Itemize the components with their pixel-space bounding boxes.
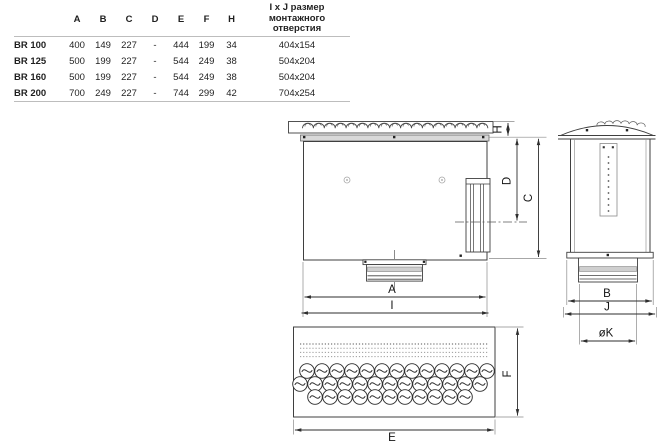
- bottom-flange: [567, 252, 653, 258]
- row-value: 249: [198, 55, 215, 67]
- row-model: BR 100: [14, 39, 47, 51]
- row-value: 444: [173, 39, 189, 51]
- access-strip: [600, 144, 617, 217]
- housing-body: [304, 142, 488, 261]
- screw-dot-icon: [303, 136, 305, 138]
- row-value: 504x204: [278, 71, 316, 83]
- col-header-h: H: [228, 13, 235, 25]
- row-value: 299: [198, 87, 215, 99]
- row-value: 500: [69, 71, 85, 83]
- screw-dot-icon: [626, 129, 628, 131]
- side-discharge-spigot: [466, 179, 490, 253]
- canopy-arc: [561, 126, 654, 136]
- row-value: 227: [121, 55, 137, 67]
- dim-label-a: A: [388, 284, 396, 296]
- screw-dot-icon: [607, 254, 609, 256]
- row-value: 42: [226, 87, 237, 99]
- row-value: 700: [69, 87, 85, 99]
- row-value: 34: [226, 39, 237, 51]
- row-value: 249: [95, 87, 111, 99]
- row-model: BR 125: [14, 55, 47, 67]
- bottom-view: [293, 327, 495, 417]
- col-header-f: F: [203, 13, 210, 25]
- dim-label-i: I: [390, 300, 394, 312]
- row-value: 704x254: [278, 87, 316, 99]
- screw-icon: [344, 177, 350, 183]
- screw-dot-icon: [586, 129, 588, 131]
- row-value: 544: [173, 71, 189, 83]
- screw-dot-icon: [460, 255, 462, 257]
- row-value: -: [153, 39, 157, 51]
- row-value: 38: [226, 55, 237, 67]
- ij-header-line: монтажного: [268, 12, 326, 24]
- screw-icon: [439, 177, 445, 183]
- dim-label-k: øK: [598, 327, 614, 340]
- row-value: 227: [121, 39, 137, 51]
- row-value: 544: [173, 55, 189, 67]
- row-value: 149: [95, 39, 111, 51]
- col-header-e: E: [177, 13, 185, 25]
- row-value: 400: [69, 39, 85, 51]
- front-view: [558, 121, 656, 282]
- row-value: -: [153, 55, 157, 67]
- dim-label-d: D: [501, 176, 514, 186]
- louver-circles-icon: [293, 364, 495, 405]
- col-header-b: B: [99, 13, 107, 25]
- col-header-a: A: [73, 13, 81, 25]
- row-value: 199: [198, 39, 215, 51]
- dim-label-j: J: [604, 301, 610, 314]
- col-header-c: C: [125, 13, 133, 25]
- row-value: 744: [173, 87, 189, 99]
- row-value: 38: [226, 71, 237, 83]
- row-value: 404x154: [278, 39, 316, 51]
- screw-dot-icon: [482, 136, 484, 138]
- row-model: BR 160: [14, 71, 47, 83]
- row-value: 504x204: [278, 55, 316, 67]
- row-value: 500: [69, 55, 85, 67]
- row-value: 249: [198, 71, 215, 83]
- row-value: 199: [95, 55, 111, 67]
- dim-label-c: C: [523, 193, 535, 203]
- ij-header-line: I x J размер: [269, 2, 325, 14]
- screw-dot-icon: [393, 136, 395, 138]
- col-header-d: D: [151, 13, 159, 25]
- bottom-spigot-front: [579, 258, 638, 282]
- row-value: 227: [121, 71, 137, 83]
- dim-label-e: E: [388, 432, 396, 444]
- ij-header-line: отверстия: [272, 23, 322, 35]
- dim-label-f: F: [502, 370, 514, 378]
- dim-label-b: B: [603, 288, 611, 300]
- dim-label-h: H: [492, 125, 505, 134]
- row-value: -: [153, 71, 157, 83]
- row-value: 199: [95, 71, 111, 83]
- side-view: [289, 122, 528, 291]
- row-value: 227: [121, 87, 137, 99]
- row-value: -: [153, 87, 157, 99]
- row-model: BR 200: [14, 87, 47, 99]
